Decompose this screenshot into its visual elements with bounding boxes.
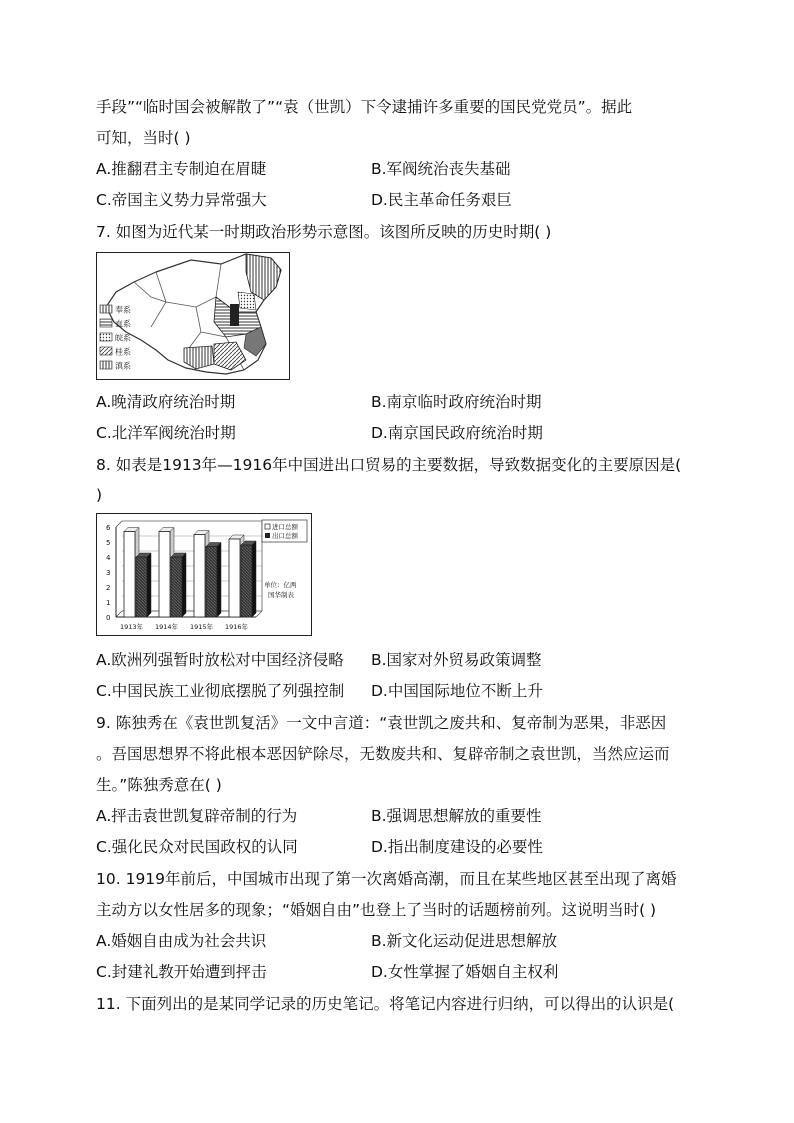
bar-export	[241, 545, 252, 617]
q8-option-d[interactable]: D.中国国际地位不断上升	[371, 682, 543, 700]
y-tick-label: 4	[106, 554, 111, 562]
bar-export	[171, 557, 182, 617]
q8-trade-chart	[96, 513, 312, 636]
q6-option-c[interactable]: C.帝国主义势力异常强大	[96, 191, 267, 209]
q6-option-a[interactable]: A.推翻君主专制迫在眉睫	[96, 160, 267, 178]
y-tick-label: 1	[106, 599, 111, 607]
q7-map-figure	[96, 252, 290, 380]
y-tick-label: 0	[106, 614, 111, 622]
chart-legend	[262, 520, 307, 542]
x-tick-label: 1916年	[225, 623, 249, 631]
bar-import	[229, 539, 240, 617]
q8-option-c[interactable]: C.中国民族工业彻底摆脱了列强控制	[96, 682, 345, 700]
chart-note-source: 国华制表	[268, 591, 294, 599]
legend-series-export: 出口总额	[272, 532, 298, 540]
q10-option-c[interactable]: C.封建礼教开始遭到抨击	[96, 963, 267, 981]
q10-stem-line-2: 主动方以女性居多的现象；“婚姻自由”也登上了当时的话题榜前列。这说明当时( )	[96, 901, 657, 919]
y-tick-label: 5	[106, 539, 111, 547]
q9-option-d[interactable]: D.指出制度建设的必要性	[371, 838, 543, 856]
q7-option-d[interactable]: D.南京国民政府统治时期	[371, 424, 543, 442]
q6-option-b[interactable]: B.军阀统治丧失基础	[371, 160, 511, 178]
anhui-region	[230, 304, 239, 326]
legend-series-import: 进口总额	[272, 523, 298, 531]
q9-stem-line-2: 。吾国思想界不将此根本恶因铲除尽，无数废共和、复辟帝制之袁世凯，当然应运而	[96, 745, 670, 763]
q9-option-b[interactable]: B.强调思想解放的重要性	[371, 807, 542, 825]
q8-option-a[interactable]: A.欧洲列强暂时放松对中国经济侵略	[96, 651, 344, 669]
x-tick-label: 1913年	[120, 623, 144, 631]
bar-import	[159, 532, 170, 618]
q8-option-b[interactable]: B.国家对外贸易政策调整	[371, 651, 542, 669]
bar-export	[206, 547, 217, 618]
q6-stem-line-1: 手段”“临时国会被解散了”“袁（世凯）下令逮捕许多重要的国民党党员”。据此	[96, 98, 633, 116]
q7-stem: 7. 如图为近代某一时期政治形势示意图。该图所反映的历史时期( )	[96, 223, 552, 241]
bar-side	[217, 543, 221, 618]
q9-option-c[interactable]: C.强化民众对民国政权的认同	[96, 838, 298, 856]
legend-label: 直系	[115, 319, 131, 329]
q9-option-a[interactable]: A.抨击袁世凯复辟帝制的行为	[96, 807, 298, 825]
y-tick-label: 6	[106, 524, 111, 532]
q6-option-d[interactable]: D.民主革命任务艰巨	[371, 191, 512, 209]
chart-note-unit: 单位：亿两	[264, 581, 297, 589]
bar-import	[194, 535, 205, 618]
y-tick-label: 3	[106, 569, 111, 577]
legend-label: 皖系	[115, 333, 131, 343]
legend-label: 滇系	[115, 361, 131, 371]
q9-stem-line-1: 9. 陈独秀在《袁世凯复活》一文中言道：“袁世凯之废共和、复帝制为恶果，非恶因	[96, 714, 667, 732]
legend-label: 奉系	[115, 305, 131, 315]
x-tick-label: 1914年	[155, 623, 179, 631]
q8-stem-line-2: )	[96, 486, 103, 504]
q10-stem-line-1: 10. 1919年前后，中国城市出现了第一次离婚高潮，而且在某些地区甚至出现了离婚	[96, 870, 677, 888]
bar-side	[147, 553, 151, 617]
bar-side	[182, 553, 186, 617]
q10-option-d[interactable]: D.女性掌握了婚姻自主权利	[371, 963, 559, 981]
trade-bar-chart	[96, 513, 312, 636]
q6-stem-line-2: 可知，当时( )	[96, 129, 191, 147]
y-tick-label: 2	[106, 584, 111, 592]
x-tick-label: 1915年	[190, 623, 214, 631]
legend-label: 桂系	[115, 347, 131, 357]
q7-option-b[interactable]: B.南京临时政府统治时期	[371, 393, 542, 411]
bar-export	[136, 557, 147, 617]
q7-option-c[interactable]: C.北洋军阀统治时期	[96, 424, 236, 442]
bar-side	[252, 541, 256, 617]
bar-import	[124, 532, 135, 618]
q7-option-a[interactable]: A.晚清政府统治时期	[96, 393, 236, 411]
q9-stem-line-3: 生。”陈独秀意在( )	[96, 776, 222, 794]
q10-option-b[interactable]: B.新文化运动促进思想解放	[371, 932, 558, 950]
q11-stem: 11. 下面列出的是某同学记录的历史笔记。将笔记内容进行归纳，可以得出的认识是(	[96, 995, 675, 1013]
q10-option-a[interactable]: A.婚姻自由成为社会共识	[96, 932, 267, 950]
q8-stem-line-1: 8. 如表是1913年—1916年中国进出口贸易的主要数据，导致数据变化的主要原因是(	[96, 456, 682, 474]
china-warlord-map	[96, 252, 290, 380]
